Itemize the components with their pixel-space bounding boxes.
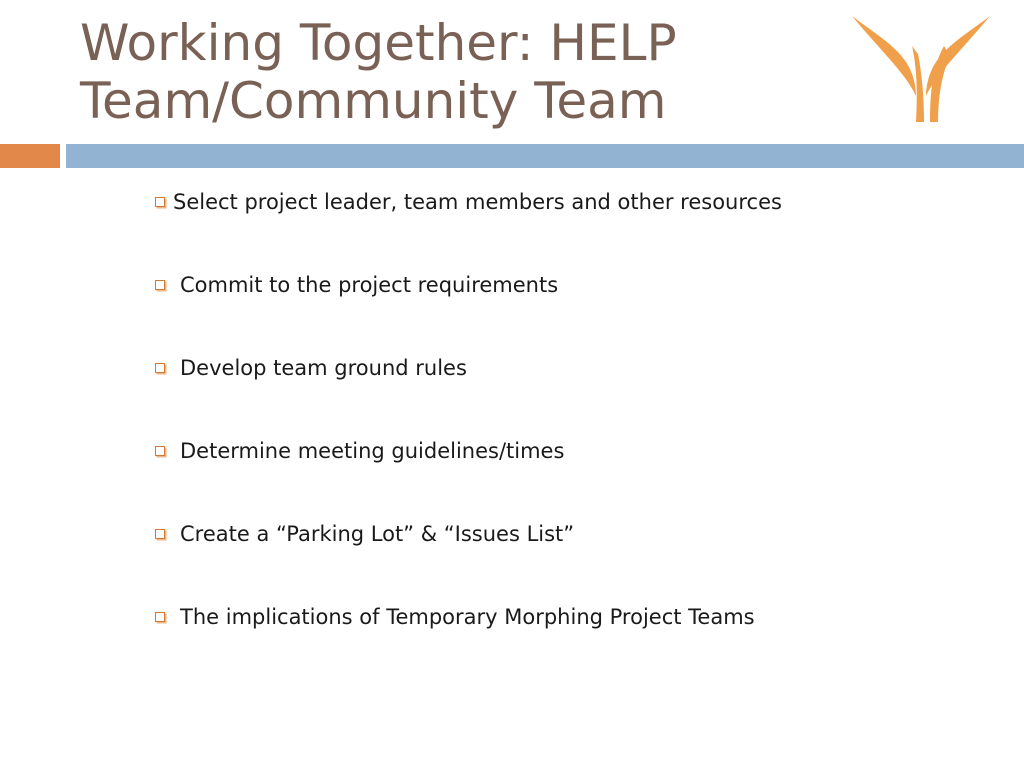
- checkbox-bullet-icon: [155, 280, 165, 290]
- checkbox-bullet-icon: [155, 529, 165, 539]
- bullet-text: Determine meeting guidelines/times: [180, 439, 565, 463]
- bullet-item: [155, 433, 782, 469]
- bullet-list: [155, 184, 782, 682]
- bullet-item: [155, 350, 782, 386]
- checkbox-bullet-icon: [155, 197, 165, 207]
- checkbox-bullet-icon: [155, 612, 165, 622]
- bullet-item: [155, 516, 782, 552]
- bullet-text: The implications of Temporary Morphing Project Teams: [180, 605, 755, 629]
- checkbox-bullet-icon: [155, 446, 165, 456]
- bullet-text: Commit to the project requirements: [180, 273, 559, 297]
- slide-title: Working Together: HELP Team/Community Team: [80, 14, 677, 130]
- orange-sprout-logo-icon: [848, 14, 994, 126]
- accent-bar-orange: [0, 144, 60, 168]
- bullet-item: [155, 599, 782, 635]
- bullet-text: Select project leader, team members and other resources: [173, 190, 782, 214]
- bullet-text: Create a “Parking Lot” & “Issues List”: [180, 522, 575, 546]
- bullet-text: Develop team ground rules: [180, 356, 467, 380]
- accent-bar-blue: [66, 144, 1024, 168]
- bullet-item: [155, 184, 782, 220]
- checkbox-bullet-icon: [155, 363, 165, 373]
- bullet-item: [155, 267, 782, 303]
